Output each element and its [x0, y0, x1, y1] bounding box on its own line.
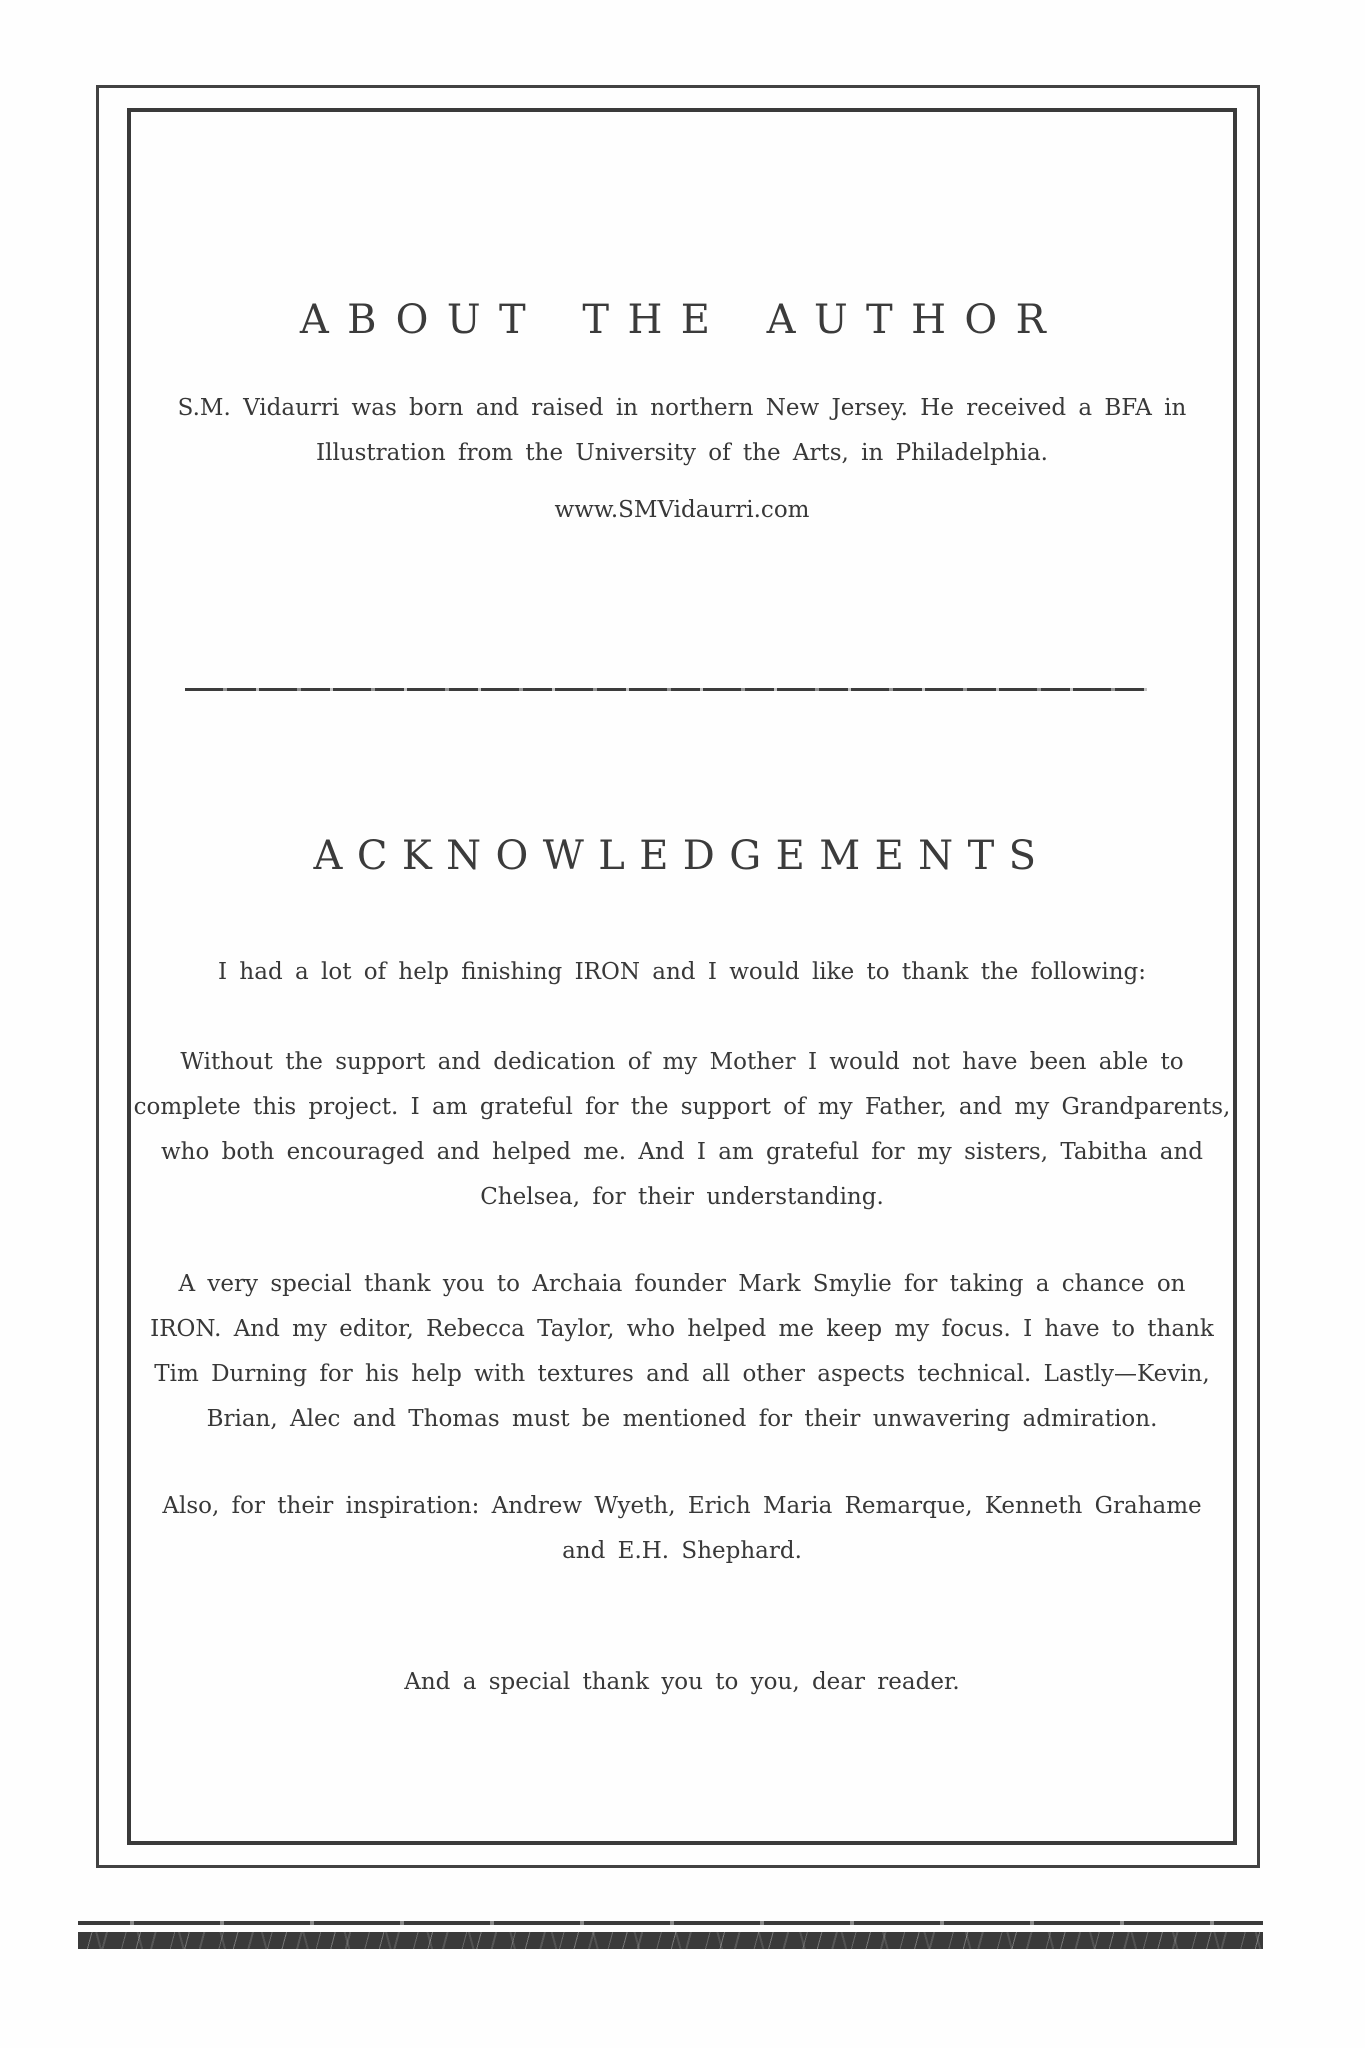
- website-text: www.SMVidaurri.com: [554, 497, 810, 523]
- bottom-thin-rule: [78, 1921, 1263, 1925]
- text-line: Also, for their inspiration: Andrew Wyeth, Erich Maria Remarque, Kenneth Grahame: [162, 1493, 1202, 1519]
- acknowledgements-heading: ACKNOWLEDGEMENTS: [313, 833, 1051, 879]
- text-line: Chelsea, for their understanding.: [480, 1184, 884, 1210]
- section-divider: [185, 688, 1147, 691]
- text-line: Without the support and dedication of my Mother I would not have been able to: [180, 1049, 1184, 1075]
- thanks-paragraph: [127, 1262, 1237, 1442]
- inspiration-paragraph: [127, 1484, 1237, 1574]
- about-heading: ABOUT THE AUTHOR: [299, 297, 1065, 343]
- bottom-thick-bar: [78, 1932, 1263, 1949]
- acknowledgements-intro: I had a lot of help finishing IRON and I would like to thank the following:: [218, 959, 1146, 985]
- page-content: [127, 0, 1237, 2048]
- text-line: who both encouraged and helped me. And I am grateful for my sisters, Tabitha and: [160, 1139, 1204, 1165]
- text-line: IRON. And my editor, Rebecca Taylor, who helped me keep my focus. I have to thank: [150, 1316, 1214, 1342]
- about-bio: [127, 386, 1237, 476]
- text-line: Tim Durning for his help with textures and all other aspects technical. Lastly—Kevin,: [154, 1361, 1210, 1387]
- closing-line: And a special thank you to you, dear reader.: [404, 1669, 960, 1695]
- support-paragraph: [127, 1040, 1237, 1220]
- text-line: and E.H. Shephard.: [562, 1538, 802, 1564]
- text-line: Brian, Alec and Thomas must be mentioned for their unwavering admiration.: [206, 1406, 1158, 1432]
- bio-line: Illustration from the University of the Arts, in Philadelphia.: [316, 440, 1048, 466]
- bio-line: S.M. Vidaurri was born and raised in northern New Jersey. He received a BFA in: [177, 395, 1187, 421]
- text-line: A very special thank you to Archaia founder Mark Smylie for taking a chance on: [178, 1271, 1186, 1297]
- text-line: complete this project. I am grateful for the support of my Father, and my Grandparents,: [133, 1094, 1231, 1120]
